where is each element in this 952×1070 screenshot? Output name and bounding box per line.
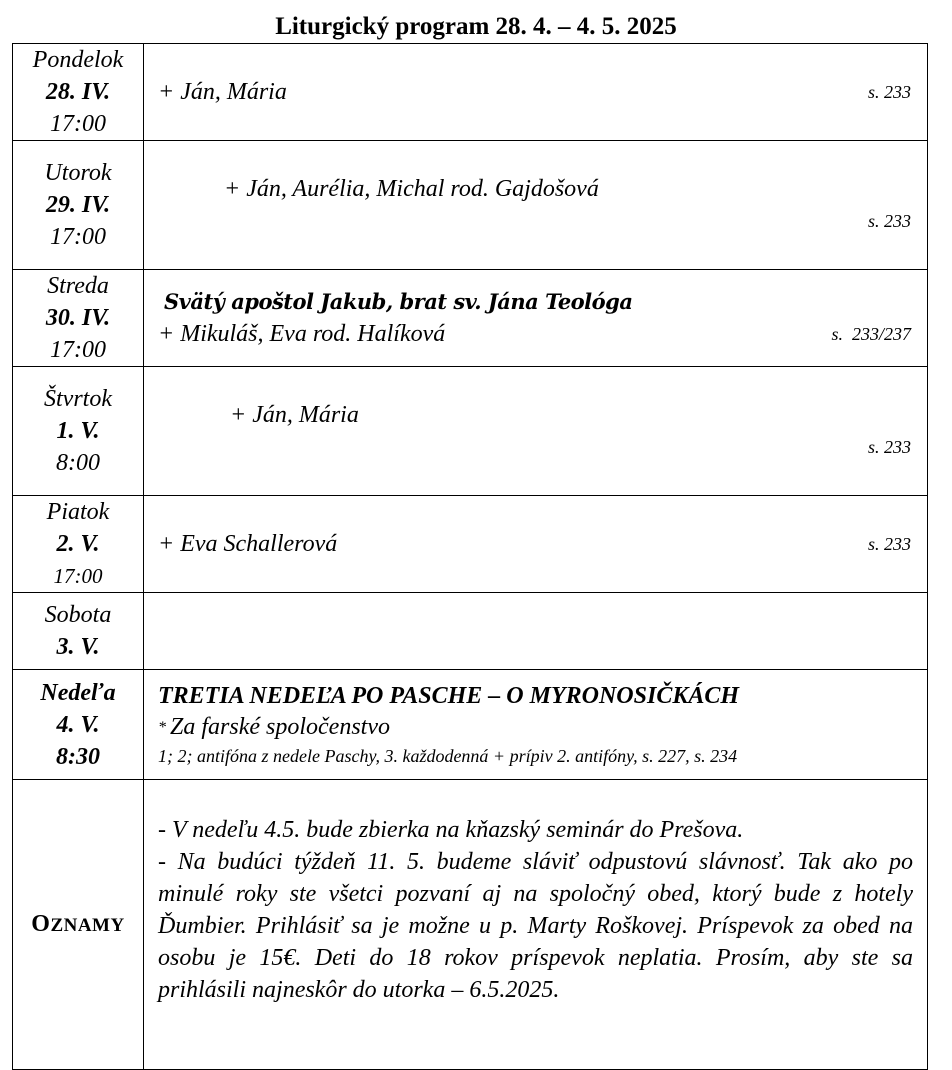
announcements-label-rest: ZNAMY: [50, 915, 125, 936]
table-row: [13, 44, 928, 141]
sunday-cell: [144, 670, 928, 780]
day-cell: [13, 367, 144, 496]
feast-title: Svätý apoštol Jakub, brat sv. Jána Teológa: [164, 289, 633, 314]
day-name: Nedeľa: [40, 679, 116, 706]
table-row: [13, 496, 928, 593]
announcement-item: - Na budúci týždeň 11. 5. budeme sláviť odpustovú slávnosť. Tak ako po minulé roky ste všetci pozvaní aj na spoločný obed, ktorý bude z hotely Ďumbier. Prihlásiť sa je možne u p. Marty Roškovej. Príspevok za obed na osobu je 15€. Deti do 18 rokov príspevok neplatia. Prosím, aby ste sa prihlásili najneskôr do utorka – 6.5.2025.: [158, 849, 913, 1003]
day-date: 28. IV.: [45, 79, 111, 105]
day-cell: [13, 44, 144, 141]
intention-cell: [144, 44, 928, 141]
intention-text: + Ján, Mária: [158, 79, 287, 105]
day-name: Pondelok: [32, 47, 124, 73]
day-cell: [13, 270, 144, 367]
sunday-intention: Za farské spoločenstvo: [170, 714, 390, 740]
day-date: 3. V.: [56, 634, 100, 660]
intention-text: + Ján, Mária: [218, 402, 359, 428]
day-time: 17:00: [50, 224, 106, 250]
intention-text: + Mikuláš, Eva rod. Halíková: [158, 321, 446, 347]
table-row: [13, 780, 928, 1070]
day-time: 17:00: [50, 337, 106, 363]
day-date: 30. IV.: [45, 305, 111, 331]
day-time: 8:30: [56, 743, 100, 770]
star-icon: *: [158, 719, 166, 736]
day-name: Utorok: [44, 160, 112, 186]
day-date: 29. IV.: [45, 192, 111, 218]
table-row: [13, 270, 928, 367]
day-date: 1. V.: [56, 418, 100, 444]
sunday-readings: 1; 2; antifóna z nedele Paschy, 3. každodenná + prípiv 2. antifóny, s. 227, s. 234: [158, 746, 738, 766]
table-row: [13, 670, 928, 780]
day-cell: [13, 141, 144, 270]
day-name: Sobota: [44, 602, 112, 628]
sunday-title: TRETIA NEDEĽA PO PASCHE – O MYRONOSIČKÁCH: [158, 683, 740, 709]
page-ref: s. 233/237: [831, 324, 911, 344]
intention-cell: [144, 141, 928, 270]
intention-text: + Eva Schallerová: [158, 531, 338, 557]
table-row: [13, 367, 928, 496]
day-name: Štvrtok: [44, 386, 112, 412]
announcements-label-initial: O: [31, 911, 51, 937]
intention-cell: [144, 270, 928, 367]
day-time: 8:00: [56, 450, 100, 476]
sunday-intention-line: [144, 712, 927, 743]
intention-line: [144, 318, 927, 350]
day-cell: [13, 496, 144, 593]
day-name: Piatok: [46, 499, 110, 525]
intention-line: [144, 528, 927, 560]
page-ref: s. 233: [867, 211, 911, 231]
intention-line: [144, 141, 927, 269]
intention-line: [144, 367, 927, 495]
day-date: 4. V.: [56, 711, 100, 738]
announcements-label: [13, 780, 144, 1070]
day-time: 17:00: [50, 111, 106, 137]
announcement-item: - V nedeľu 4.5. bude zbierka na kňazský seminár do Prešova.: [158, 817, 744, 843]
page-ref: s. 233: [867, 437, 911, 457]
intention-cell: [144, 496, 928, 593]
day-name: Streda: [47, 273, 109, 299]
table-row: [13, 593, 928, 670]
page-ref: s. 233: [867, 82, 911, 102]
schedule-table: [12, 43, 928, 1070]
intention-cell: [144, 593, 928, 670]
page-title: Liturgický program 28. 4. – 4. 5. 2025: [275, 13, 677, 40]
announcements-cell: [144, 780, 928, 1070]
page-ref: s. 233: [867, 534, 911, 554]
day-cell: [13, 593, 144, 670]
day-time: 17:00: [53, 564, 103, 588]
intention-text: + Ján, Aurélia, Michal rod. Gajdošová: [218, 176, 599, 202]
day-cell: [13, 670, 144, 780]
intention-cell: [144, 367, 928, 496]
intention-line: [144, 76, 927, 108]
table-row: [13, 141, 928, 270]
day-date: 2. V.: [56, 531, 100, 557]
